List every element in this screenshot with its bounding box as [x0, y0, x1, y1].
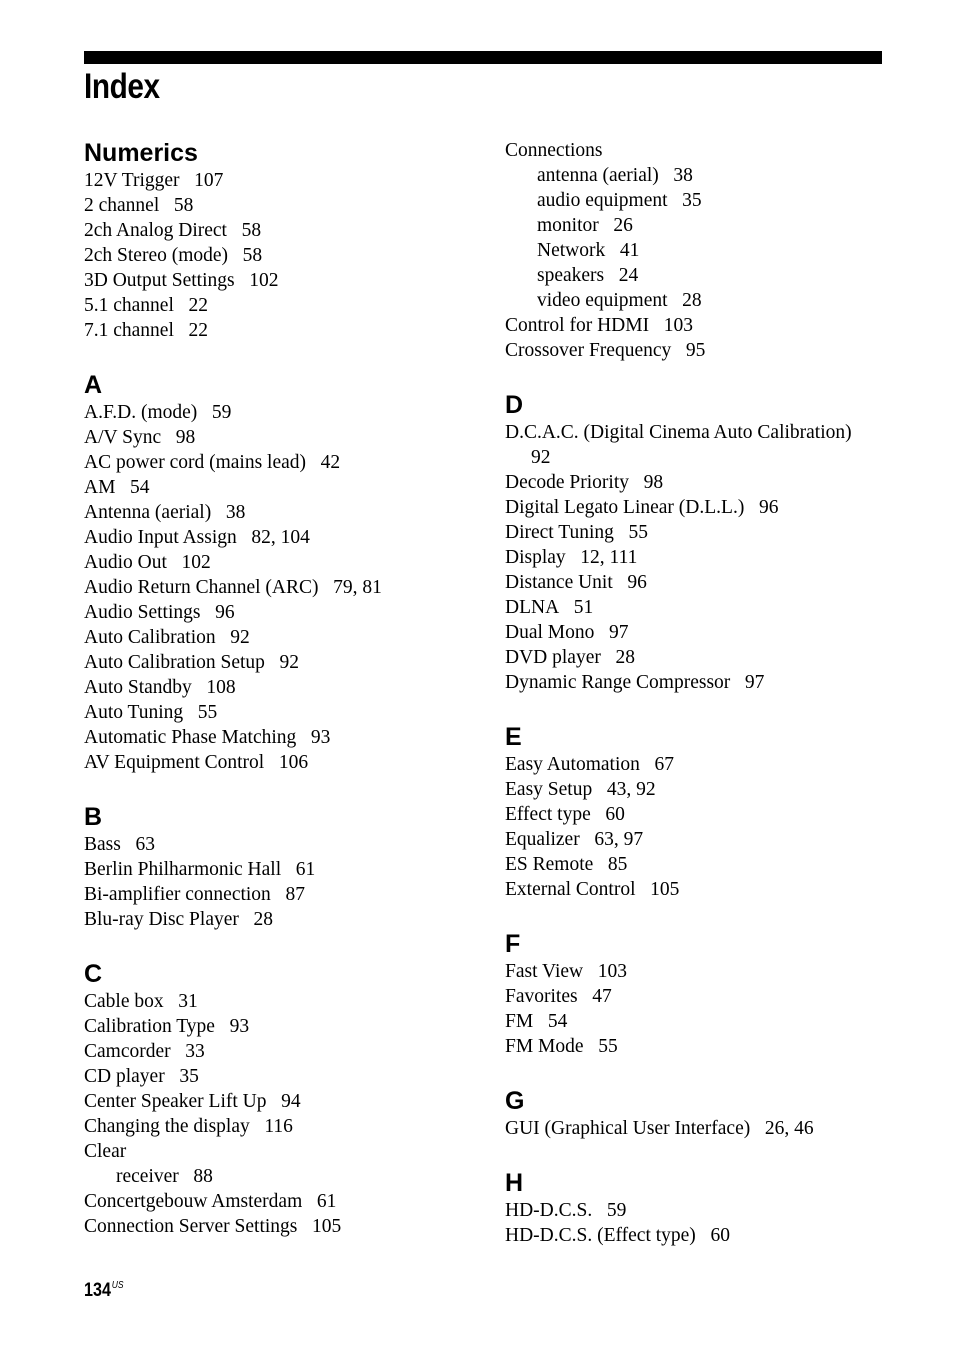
entry-spacer: [237, 527, 252, 548]
entry-page-ref[interactable]: 102: [181, 552, 211, 573]
entry-page-ref[interactable]: 28: [615, 647, 635, 668]
entry-page-ref[interactable]: 35: [682, 190, 702, 211]
entry-page-ref[interactable]: 105: [650, 879, 680, 900]
entry-spacer: [750, 1118, 765, 1139]
index-entry: [84, 832, 484, 857]
index-entry: [84, 1139, 484, 1164]
entry-term: Berlin Philharmonic Hall: [84, 859, 282, 880]
entry-page-ref[interactable]: 28: [253, 909, 274, 930]
entry-term: External Control: [505, 879, 636, 900]
index-subentry: [505, 163, 925, 188]
entry-spacer: [197, 402, 212, 423]
index-entry: [84, 525, 484, 550]
entry-page-ref[interactable]: 107: [194, 170, 224, 191]
entry-term: HD-D.C.S. (Effect type): [505, 1225, 696, 1246]
section-heading: Numerics: [84, 139, 198, 167]
entry-term: video equipment: [537, 290, 668, 311]
entry-term: 5.1 channel: [84, 295, 174, 316]
entry-spacer: [215, 1016, 230, 1037]
index-entry: [84, 475, 484, 500]
entry-page-ref[interactable]: 96: [627, 572, 647, 593]
entry-page-ref[interactable]: 103: [597, 961, 627, 982]
entry-page-ref[interactable]: 96: [758, 497, 779, 518]
entry-term: CD player: [84, 1066, 165, 1087]
entry-page-ref[interactable]: 61: [316, 1191, 337, 1212]
index-entry: [505, 1223, 925, 1248]
entry-term: Bass: [84, 834, 121, 855]
section-gap: [84, 343, 484, 370]
entry-spacer: [179, 1166, 194, 1187]
entry-spacer: [165, 1066, 180, 1087]
entry-spacer: [319, 577, 334, 598]
index-entry: [84, 425, 484, 450]
entry-page-ref[interactable]: 59: [606, 1200, 627, 1221]
entry-page-ref[interactable]: 82, 104: [251, 527, 310, 548]
index-entry: [505, 802, 925, 827]
index-entry: [505, 645, 925, 670]
entry-spacer: [297, 1216, 312, 1237]
entry-spacer: [640, 754, 655, 775]
index-entry: [84, 243, 484, 268]
entry-term: Direct Tuning: [505, 522, 614, 543]
entry-page-ref[interactable]: 51: [573, 597, 594, 618]
index-entry: [84, 600, 484, 625]
entry-term: 2ch Analog Direct: [84, 220, 227, 241]
entry-page-ref[interactable]: 98: [175, 427, 196, 448]
entry-term: Decode Priority: [505, 472, 630, 493]
entry-term: Easy Setup: [505, 779, 593, 800]
entry-page-ref[interactable]: 92: [279, 652, 300, 673]
entry-page-ref[interactable]: 47: [592, 986, 612, 1007]
entry-spacer: [591, 804, 606, 825]
index-entry: [84, 675, 484, 700]
entry-page-ref[interactable]: 22: [188, 320, 209, 341]
entry-spacer: [167, 552, 182, 573]
index-entry: [84, 1039, 484, 1064]
entry-term: Clear: [84, 1141, 127, 1162]
index-subentry: [505, 213, 925, 238]
entry-spacer: [730, 672, 745, 693]
entry-term: D.C.A.C. (Digital Cinema Auto Calibration): [505, 422, 852, 443]
entry-term: AC power cord (mains lead): [84, 452, 307, 473]
entry-term: A/V Sync: [84, 427, 162, 448]
entry-page-ref[interactable]: 58: [241, 220, 262, 241]
index-entry: [505, 338, 925, 363]
entry-page-ref[interactable]: 67: [654, 754, 674, 775]
index-entry: [505, 752, 925, 777]
entry-term: Cable box: [84, 991, 164, 1012]
entry-term: Bi-amplifier connection: [84, 884, 271, 905]
entry-term: Connection Server Settings: [84, 1216, 298, 1237]
index-entry: [505, 545, 925, 570]
index-entry: [84, 882, 484, 907]
index-entry: [84, 400, 484, 425]
index-subentry: [505, 188, 925, 213]
entry-term: Effect type: [505, 804, 591, 825]
entry-term: Display: [505, 547, 566, 568]
entry-spacer: [306, 452, 321, 473]
index-subentry: [505, 288, 925, 313]
entry-term: GUI (Graphical User Interface): [505, 1118, 751, 1139]
entry-spacer: [744, 497, 759, 518]
index-entry: [505, 1116, 925, 1141]
index-entry: [84, 1114, 484, 1139]
entry-page-ref[interactable]: 94: [281, 1091, 301, 1112]
entry-page-ref[interactable]: 92: [531, 447, 551, 468]
index-subentry: [84, 1164, 484, 1189]
index-entry: [84, 1089, 484, 1114]
index-entry: [84, 857, 484, 882]
index-entry: [505, 959, 925, 984]
entry-spacer: [659, 165, 674, 186]
entry-term: 3D Output Settings: [84, 270, 235, 291]
entry-page-ref[interactable]: 97: [744, 672, 765, 693]
section-heading: B: [84, 803, 103, 831]
page-title: Index: [84, 67, 160, 106]
entry-spacer: [216, 627, 231, 648]
entry-page-ref[interactable]: 95: [685, 340, 706, 361]
entry-page-ref[interactable]: 41: [619, 240, 640, 261]
entry-term: Favorites: [505, 986, 578, 1007]
entry-spacer: [250, 1116, 265, 1137]
index-entry: [505, 420, 925, 445]
entry-term: Dynamic Range Compressor: [505, 672, 731, 693]
index-entry: [84, 700, 484, 725]
entry-term: 2ch Stereo (mode): [84, 245, 229, 266]
entry-spacer: [696, 1225, 711, 1246]
entry-page-ref[interactable]: 26, 46: [764, 1118, 814, 1139]
entry-term: A.F.D. (mode): [84, 402, 198, 423]
entry-spacer: [159, 195, 174, 216]
title-rule: [84, 51, 882, 64]
section-heading: G: [505, 1087, 525, 1115]
entry-term: Crossover Frequency: [505, 340, 672, 361]
entry-term: ES Remote: [505, 854, 594, 875]
index-entry: [84, 550, 484, 575]
entry-spacer: [200, 602, 215, 623]
entry-page-ref[interactable]: 55: [197, 702, 218, 723]
section-heading: E: [505, 723, 522, 751]
section-heading: F: [505, 930, 521, 958]
entry-term: AV Equipment Control: [84, 752, 265, 773]
entry-term: 7.1 channel: [84, 320, 174, 341]
entry-page-ref[interactable]: 61: [295, 859, 316, 880]
entry-term: Auto Calibration: [84, 627, 216, 648]
entry-term: Digital Legato Linear (D.L.L.): [505, 497, 745, 518]
entry-spacer: [164, 991, 179, 1012]
page-number-suffix: US: [111, 1280, 124, 1291]
index-entry: [505, 852, 925, 877]
entry-page-ref[interactable]: 85: [607, 854, 628, 875]
entry-page-ref[interactable]: 55: [628, 522, 649, 543]
entry-page-ref[interactable]: 103: [663, 315, 693, 336]
entry-term: Camcorder: [84, 1041, 171, 1062]
index-entry: [505, 470, 925, 495]
entry-spacer: [629, 472, 644, 493]
entry-page-ref[interactable]: 59: [211, 402, 232, 423]
index-entry: [84, 193, 484, 218]
entry-page-ref[interactable]: 38: [225, 502, 246, 523]
index-entry: [84, 750, 484, 775]
entry-spacer: [115, 477, 130, 498]
entry-page-ref[interactable]: 92: [230, 627, 250, 648]
entry-term: Audio Settings: [84, 602, 201, 623]
entry-spacer: [566, 547, 581, 568]
entry-page-ref[interactable]: 102: [249, 270, 279, 291]
entry-page-ref[interactable]: 31: [178, 991, 198, 1012]
entry-spacer: [171, 1041, 186, 1062]
entry-spacer: [161, 427, 176, 448]
entry-term: Concertgebouw Amsterdam: [84, 1191, 303, 1212]
index-entry: [84, 650, 484, 675]
index-entry: [505, 595, 925, 620]
entry-page-ref[interactable]: 79, 81: [333, 577, 382, 598]
index-entry: [505, 495, 925, 520]
index-entry: [505, 1198, 925, 1223]
index-entry: [84, 1064, 484, 1089]
entry-term: antenna (aerial): [537, 165, 659, 186]
entry-spacer: [180, 170, 195, 191]
entry-spacer: [649, 315, 664, 336]
entry-term: Equalizer: [505, 829, 580, 850]
entry-spacer: [266, 1091, 281, 1112]
index-entry: [505, 1034, 925, 1059]
section-gap: [505, 1059, 925, 1086]
entry-page-ref[interactable]: 54: [130, 477, 150, 498]
entry-term: speakers: [537, 265, 605, 286]
entry-term: Control for HDMI: [505, 315, 650, 336]
index-subentry: [505, 238, 925, 263]
entry-page-ref[interactable]: 55: [598, 1036, 618, 1057]
entry-page-ref[interactable]: 105: [312, 1216, 342, 1237]
entry-spacer: [211, 502, 226, 523]
entry-page-ref[interactable]: 63, 97: [594, 829, 644, 850]
entry-page-ref[interactable]: 106: [278, 752, 309, 773]
entry-page-ref[interactable]: 35: [179, 1066, 199, 1087]
index-entry: [505, 984, 925, 1009]
entry-spacer: [614, 522, 629, 543]
entry-page-ref[interactable]: 60: [605, 804, 625, 825]
entry-page-ref[interactable]: 22: [188, 295, 209, 316]
entry-page-ref[interactable]: 93: [229, 1016, 250, 1037]
entry-page-ref[interactable]: 108: [206, 677, 236, 698]
index-entry: [84, 450, 484, 475]
entry-spacer: [594, 622, 609, 643]
entry-spacer: [584, 1036, 599, 1057]
section-gap: [505, 363, 925, 390]
entry-spacer: [613, 572, 628, 593]
entry-term: FM Mode: [505, 1036, 584, 1057]
index-entry: [505, 620, 925, 645]
index-subentry: [505, 263, 925, 288]
entry-term: Auto Calibration Setup: [84, 652, 265, 673]
entry-page-ref[interactable]: 24: [618, 265, 639, 286]
entry-page-ref[interactable]: 98: [643, 472, 664, 493]
entry-page-ref[interactable]: 38: [673, 165, 693, 186]
entry-spacer: [668, 190, 683, 211]
index-entry: [505, 777, 925, 802]
entry-page-ref[interactable]: 96: [215, 602, 235, 623]
entry-term: Center Speaker Lift Up: [84, 1091, 267, 1112]
entry-term: audio equipment: [537, 190, 668, 211]
entry-page-ref[interactable]: 97: [609, 622, 629, 643]
entry-page-ref[interactable]: 60: [710, 1225, 730, 1246]
section-heading: A: [84, 371, 103, 399]
entry-spacer: [593, 854, 608, 875]
index-entry: [84, 293, 484, 318]
entry-term: Connections: [505, 140, 603, 161]
entry-page-ref[interactable]: 58: [173, 195, 194, 216]
entry-term: AM: [84, 477, 116, 498]
index-entry: [505, 827, 925, 852]
entry-term: Network: [537, 240, 606, 261]
entry-spacer: [265, 652, 280, 673]
entry-term: Distance Unit: [505, 572, 613, 593]
entry-spacer: [604, 265, 619, 286]
entry-spacer: [668, 290, 683, 311]
section-gap: [84, 775, 484, 802]
entry-page-ref[interactable]: 26: [613, 215, 633, 236]
page-number: [84, 1280, 124, 1302]
index-entry: [84, 907, 484, 932]
index-entry: [505, 138, 925, 163]
entry-spacer: [592, 779, 607, 800]
entry-term: DVD player: [505, 647, 601, 668]
index-entry: [84, 625, 484, 650]
entry-spacer: [583, 961, 598, 982]
entry-page-ref[interactable]: 116: [264, 1116, 293, 1137]
entry-term: Fast View: [505, 961, 584, 982]
entry-spacer: [174, 320, 189, 341]
entry-term: Antenna (aerial): [84, 502, 212, 523]
index-entry: [505, 313, 925, 338]
page-number-value: 134: [84, 1280, 111, 1301]
section-heading: H: [505, 1169, 524, 1197]
index-entry: [84, 168, 484, 193]
entry-page-ref[interactable]: 93: [310, 727, 331, 748]
entry-spacer: [264, 752, 279, 773]
entry-spacer: [281, 859, 296, 880]
entry-page-ref[interactable]: 88: [193, 1166, 213, 1187]
entry-page-ref[interactable]: 87: [285, 884, 305, 905]
entry-spacer: [183, 702, 198, 723]
index-entry: [84, 1189, 484, 1214]
entry-page-ref[interactable]: 63: [135, 834, 155, 855]
entry-term: Auto Tuning: [84, 702, 184, 723]
entry-page-ref[interactable]: 12, 111: [580, 547, 638, 568]
entry-spacer: [302, 1191, 317, 1212]
index-entry: [505, 520, 925, 545]
entry-spacer: [601, 647, 616, 668]
entry-term: Calibration Type: [84, 1016, 215, 1037]
entry-spacer: [592, 1200, 607, 1221]
entry-term: Automatic Phase Matching: [84, 727, 297, 748]
entry-spacer: [227, 220, 242, 241]
entry-term: monitor: [537, 215, 599, 236]
entry-spacer: [296, 727, 311, 748]
entry-spacer: [271, 884, 286, 905]
section-heading: C: [84, 960, 103, 988]
entry-spacer: [235, 270, 250, 291]
entry-spacer: [239, 909, 254, 930]
entry-spacer: [580, 829, 595, 850]
index-column-left: [84, 138, 484, 1239]
index-entry: [84, 500, 484, 525]
index-entry: [505, 445, 925, 470]
entry-spacer: [228, 245, 243, 266]
section-gap: [505, 695, 925, 722]
index-entry: [84, 575, 484, 600]
index-entry: [84, 725, 484, 750]
entry-term: Dual Mono: [505, 622, 595, 643]
entry-term: 2 channel: [84, 195, 160, 216]
entry-term: 12V Trigger: [84, 170, 180, 191]
index-entry: [84, 989, 484, 1014]
entry-term: receiver: [116, 1166, 179, 1187]
index-entry: [84, 218, 484, 243]
entry-spacer: [192, 677, 207, 698]
entry-spacer: [533, 1011, 548, 1032]
entry-page-ref[interactable]: 33: [185, 1041, 205, 1062]
index-entry: [505, 1009, 925, 1034]
entry-spacer: [121, 834, 136, 855]
section-heading: D: [505, 391, 524, 419]
entry-spacer: [636, 879, 651, 900]
entry-page-ref[interactable]: 42: [320, 452, 341, 473]
index-entry: [505, 877, 925, 902]
index-entry: [505, 670, 925, 695]
entry-term: DLNA: [505, 597, 560, 618]
section-gap: [84, 932, 484, 959]
entry-page-ref[interactable]: 28: [682, 290, 702, 311]
index-column-right: [505, 138, 925, 1248]
index-entry: [84, 1214, 484, 1239]
entry-spacer: [599, 215, 614, 236]
entry-term: HD-D.C.S.: [505, 1200, 593, 1221]
entry-term: Audio Out: [84, 552, 167, 573]
entry-term: Audio Return Channel (ARC): [84, 577, 319, 598]
entry-spacer: [578, 986, 593, 1007]
entry-page-ref[interactable]: 54: [547, 1011, 568, 1032]
index-entry: [505, 570, 925, 595]
entry-term: FM: [505, 1011, 534, 1032]
section-gap: [505, 1141, 925, 1168]
index-entry: [84, 268, 484, 293]
entry-term: Audio Input Assign: [84, 527, 237, 548]
entry-term: Easy Automation: [505, 754, 640, 775]
entry-page-ref[interactable]: 43, 92: [606, 779, 656, 800]
index-entry: [84, 1014, 484, 1039]
index-entry: [84, 318, 484, 343]
section-gap: [505, 902, 925, 929]
entry-spacer: [605, 240, 620, 261]
entry-spacer: [559, 597, 574, 618]
entry-page-ref[interactable]: 58: [242, 245, 263, 266]
entry-term: Changing the display: [84, 1116, 250, 1137]
entry-spacer: [174, 295, 189, 316]
entry-term: Auto Standby: [84, 677, 192, 698]
entry-spacer: [671, 340, 686, 361]
entry-term: Blu-ray Disc Player: [84, 909, 239, 930]
